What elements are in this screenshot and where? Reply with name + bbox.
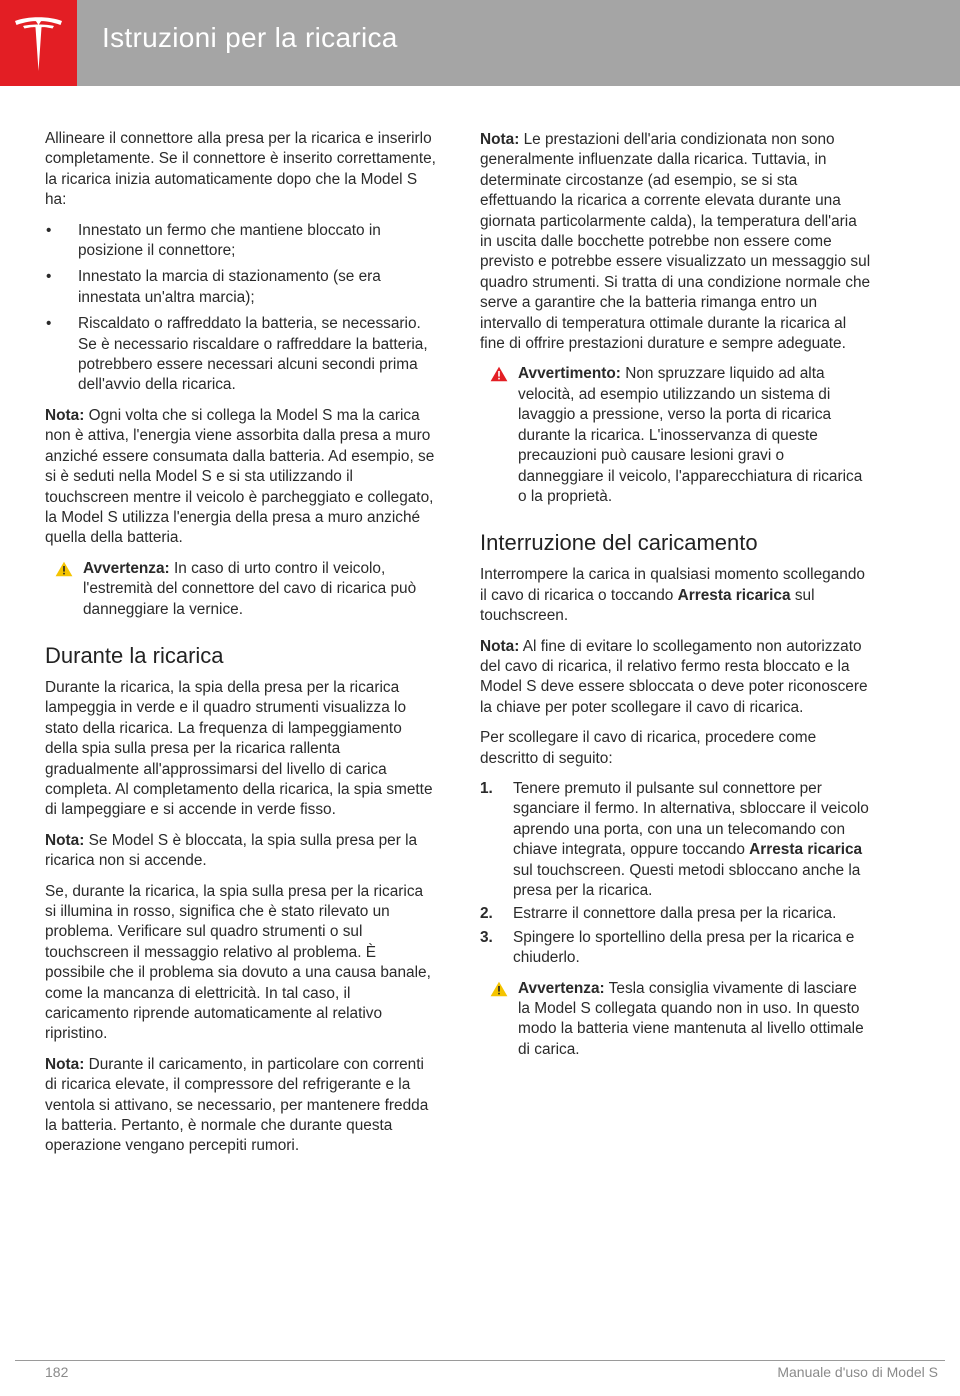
step-number: 1. [480, 779, 493, 797]
note-label: Nota: [45, 831, 85, 849]
note-unauthorized [480, 637, 872, 719]
manual-name: Manuale d'uso di Model S [777, 1364, 938, 1380]
caution-triangle-icon [55, 561, 73, 577]
caution-connector-paint [45, 559, 438, 620]
intro-paragraph: Allineare il connettore alla presa per la ricarica e inserirlo completamente. Se il connettore è inserito correttamente, la ricarica inizia automaticamente dopo che la Model S ha: [45, 130, 436, 209]
note-text: Ogni volta che si collega la Model S ma la carica non è attiva, l'energia viene assorbita dalla presa a muro anziché essere consumata dalla batteria. Ad esempio, se si è seduti nella Model S e si sta utilizzando il touchscreen mentre il veicolo è parcheggiato e collegato, la Model S utilizza l'energia della presa a muro anziché quella della batteria. [45, 406, 435, 547]
caution-text: Tesla consiglia vivamente di lasciare la Model S collegata quando non in uso. In questo modo la batteria viene mantenuta al livello ottimale di carica. [518, 979, 864, 1058]
list-item [480, 928, 872, 969]
page-title: Istruzioni per la ricarica [102, 22, 398, 53]
stop-charging-term: Arresta ricarica [677, 586, 791, 604]
note-text: Le prestazioni dell'aria condizionata non sono generalmente influenzate dalla ricarica. Tuttavia, in determinate circostanze (ad esempio, se si sta effettuando la ricarica a corrente elevata durante una giornata particolarmente calda), la temperatura dell'aria in uscita dalle bocchette potrebbe non essere come previsto e potrebbe essere visualizzato un messaggio sul quadro strumenti. Si tratta di una condizione normale che serve a garantire che la batteria rimanga entro un intervallo di temperatura ottimale durante la ricarica al fine di offrire prestazioni durature e sempre adeguate. [480, 131, 871, 353]
right-column [480, 130, 872, 1070]
note-text: Al fine di evitare lo scollegamento non autorizzato del cavo di ricarica, il relativo fermo resta bloccato e la Model S deve essere sbloccata o deve poter riconoscere la chiave per poter scollegare il cavo di ricarica. [480, 637, 868, 716]
stop-text: Interrompere la carica in qualsiasi momento scollegando il cavo di ricarica o toccando [480, 566, 865, 604]
left-column [45, 129, 438, 1167]
footer-divider [15, 1360, 945, 1361]
list-item [45, 221, 438, 262]
step-text: Spingere lo sportellino della presa per la ricarica e chiuderlo. [513, 928, 855, 967]
list-item [480, 904, 872, 924]
bullet-icon: • [46, 315, 52, 333]
red-light-paragraph: Se, durante la ricarica, la spia sulla presa per la ricarica si illumina in rosso, significa che è stato rilevato un problema. Verificare sul quadro strumenti o sul touchscreen il messaggio relativo al problema. È possibile che il problema sia dovuto a una causa banale, come la mancanza di elettricità. In tal caso, il caricamento riprende automaticamente al relativo ripristino. [45, 882, 431, 1043]
caution-text: In caso di urto contro il veicolo, l'estremità del connettore del cavo di ricarica può danneggiare la vernice. [83, 559, 417, 618]
disconnect-intro: Per scollegare il cavo di ricarica, procedere come descritto di seguito: [480, 729, 817, 767]
warning-text: Non spruzzare liquido ad alta velocità, ad esempio utilizzando un sistema di lavaggio a pressione, verso la porta di ricarica durante la ricarica. L'inosservanza di queste precauzioni può causare lesioni gravi o danneggiare il veicolo, l'apparecchiatura di ricarica o la proprietà. [518, 365, 863, 505]
tesla-t-icon [13, 15, 64, 73]
stop-charging-paragraph [480, 565, 872, 626]
note-air-conditioning [480, 130, 872, 354]
warning-pressure-wash [480, 364, 872, 507]
list-item [480, 779, 872, 901]
note-label: Nota: [45, 1055, 85, 1073]
warning-label: Avvertimento: [518, 365, 621, 383]
note-wall-power [45, 406, 438, 549]
note-text: Se Model S è bloccata, la spia sulla presa per la ricarica non si accende. [45, 831, 418, 870]
step-text: Estrarre il connettore dalla presa per la ricarica. [513, 905, 837, 923]
charging-conditions-list [45, 221, 438, 396]
step-text: sul touchscreen. Questi metodi sbloccano anche la presa per la ricarica. [513, 861, 861, 899]
page-number: 182 [45, 1364, 69, 1380]
tesla-logo [0, 0, 77, 86]
bullet-icon: • [46, 268, 52, 286]
heading-during-charging: Durante la ricarica [45, 642, 224, 668]
heading-stop-charging: Interruzione del caricamento [480, 530, 758, 556]
list-item [45, 267, 438, 308]
note-label: Nota: [480, 637, 520, 655]
page-header [0, 0, 960, 86]
note-noise [45, 1055, 438, 1157]
caution-triangle-icon [490, 981, 508, 997]
caution-label: Avvertenza: [518, 979, 605, 997]
list-item [45, 314, 438, 396]
list-item-text: Innestato la marcia di stazionamento (se era innestata un'altra marcia); [78, 268, 381, 306]
note-label: Nota: [45, 406, 85, 424]
warning-triangle-icon [490, 366, 508, 382]
list-item-text: Innestato un fermo che mantiene bloccato in posizione il connettore; [78, 221, 381, 260]
note-text: Durante il caricamento, in particolare con correnti di ricarica elevate, il compressore del refrigerante e la ventola si attivano, se necessario, per mantenere fredda la batteria. Pertanto, è normale che durante questa operazione vengano percepiti rumori. [45, 1055, 429, 1155]
during-charging-paragraph: Durante la ricarica, la spia della presa per la ricarica lampeggia in verde e il quadro strumenti visualizza lo stato della ricarica. La frequenza di lampeggiamento della spia sulla presa per la ricarica rallenta gradualmente all'approssimarsi del livello di carica completa. Al completamento della ricarica, la spia smette di lampeggiare e si accende in verde fisso. [45, 678, 433, 819]
list-item-text: Riscaldato o raffreddato la batteria, se necessario. Se è necessario riscaldare o raffreddare la batteria, potrebbero essere necessari alcuni secondi prima dell'avvio della ricarica. [78, 315, 428, 394]
caution-label: Avvertenza: [83, 559, 170, 577]
note-label: Nota: [480, 131, 520, 148]
step-number: 3. [480, 928, 493, 946]
stop-text: sul touchscreen. [480, 586, 815, 625]
note-locked [45, 831, 438, 872]
step-number: 2. [480, 905, 493, 923]
caution-keep-plugged [480, 979, 872, 1061]
bullet-icon: • [46, 221, 52, 239]
stop-charging-term: Arresta ricarica [749, 841, 863, 859]
step-text: Tenere premuto il pulsante sul connettore per sganciare il fermo. In alternativa, sbloccare il veicolo aprendo una porta, con una un telecomando con chiave integrata, oppure toccando [513, 779, 869, 859]
disconnect-steps-list [480, 779, 872, 969]
